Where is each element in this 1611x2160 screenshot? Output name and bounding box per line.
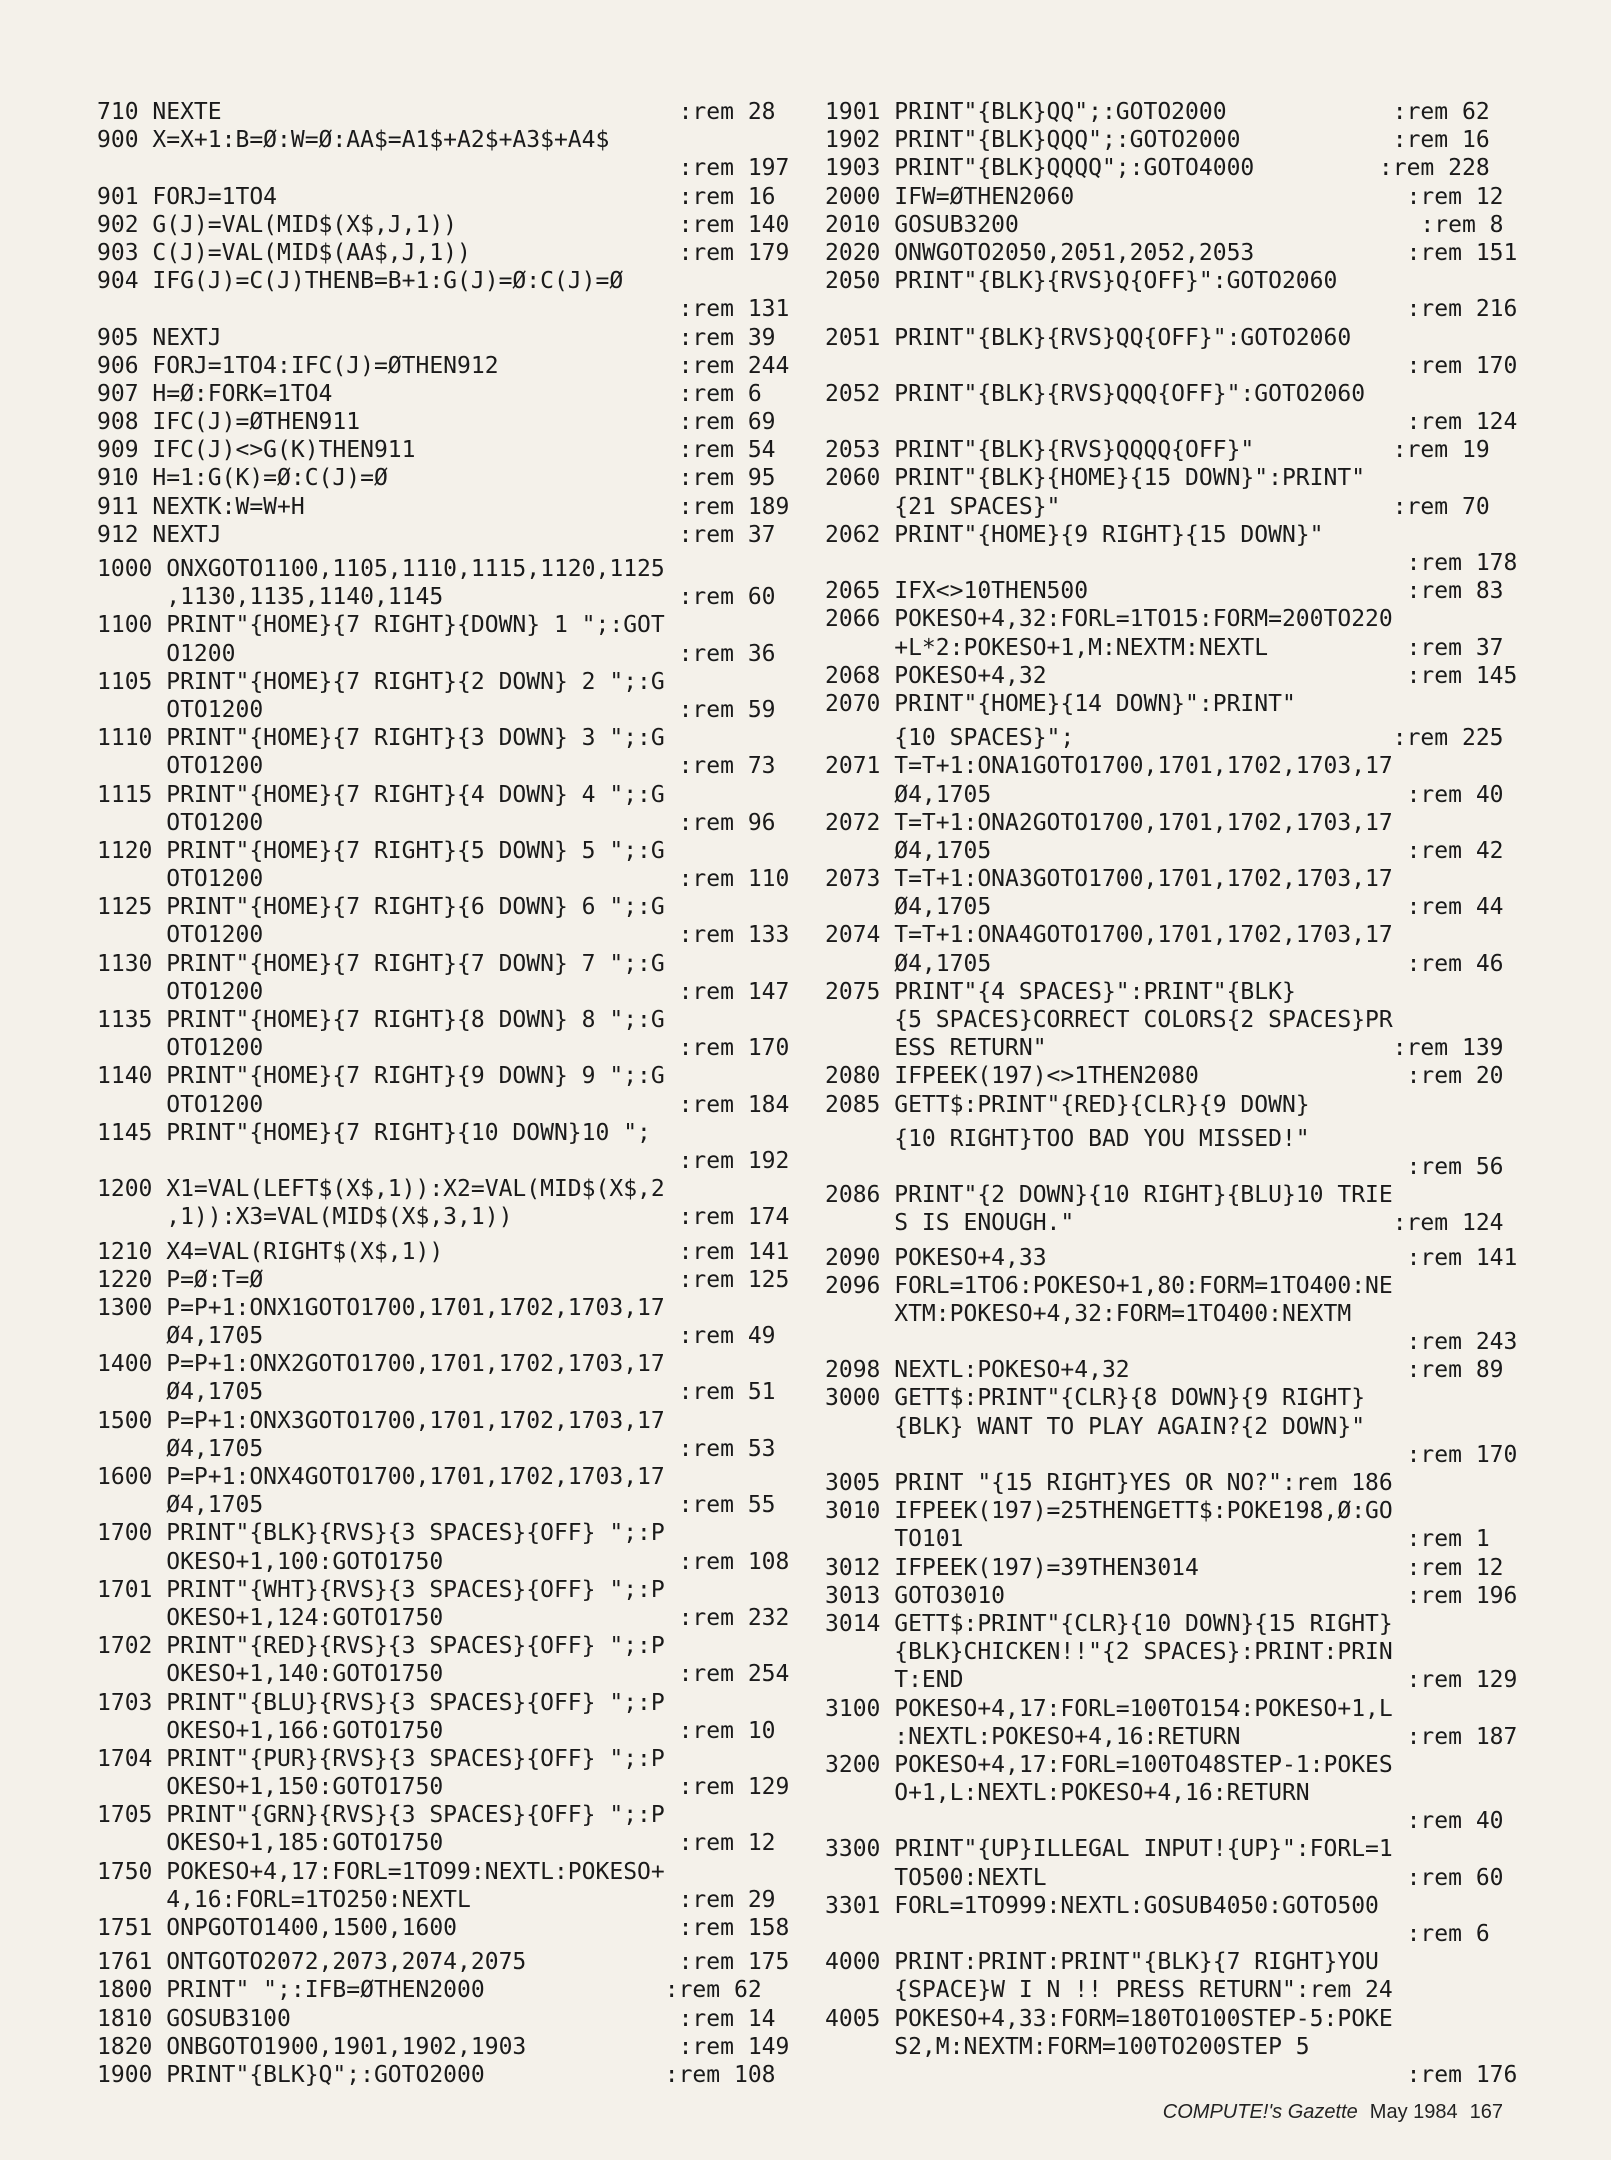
listing-line: {SPACE}W I N !! PRESS RETURN":rem 24 (825, 1977, 1393, 2004)
listing-line: 3005 PRINT "{15 RIGHT}YES OR NO?":rem 186 (825, 1470, 1393, 1496)
listing-line: 1903 PRINT"{BLK}QQQQ";:GOTO4000 :rem 228 (825, 155, 1490, 182)
listing-line: :rem 170 (825, 1441, 1518, 1468)
listing-line: Ø4,1705 :rem 53 (97, 1435, 776, 1462)
listing-line: 1110 PRINT"{HOME}{7 RIGHT}{3 DOWN} 3 ";:G (97, 725, 665, 752)
listing-line: 912 NEXTJ :rem 37 (97, 521, 776, 548)
listing-line: :rem 197 (97, 155, 790, 182)
listing-line: 1105 PRINT"{HOME}{7 RIGHT}{2 DOWN} 2 ";:G (97, 668, 665, 695)
listing-line: OTO1200 :rem 59 (97, 696, 776, 723)
page-footer (1163, 2101, 1503, 2124)
listing-line: Ø4,1705 :rem 42 (825, 837, 1504, 864)
listing-line: OTO1200 :rem 133 (97, 922, 790, 949)
listing-line: 1702 PRINT"{RED}{RVS}{3 SPACES}{OFF} ";:P (97, 1633, 665, 1660)
listing-line: OKESO+1,185:GOTO1750 :rem 12 (97, 1830, 776, 1857)
listing-line: 1220 P=Ø:T=Ø :rem 125 (97, 1266, 790, 1293)
listing-line: 2080 IFPEEK(197)<>1THEN2080 :rem 20 (825, 1063, 1504, 1090)
listing-line: {5 SPACES}CORRECT COLORS{2 SPACES}PR (825, 1007, 1393, 1033)
listing-line: OTO1200 :rem 96 (97, 809, 776, 836)
listing-line: 3012 IFPEEK(197)=39THEN3014 :rem 12 (825, 1554, 1504, 1581)
listing-line: +L*2:POKESO+1,M:NEXTM:NEXTL :rem 37 (825, 634, 1504, 661)
listing-line: 2068 POKESO+4,32 :rem 145 (825, 662, 1518, 689)
listing-line: 2074 T=T+1:ONA4GOTO1700,1701,1702,1703,17 (825, 922, 1393, 949)
listing-line: 2065 IFX<>10THEN500 :rem 83 (825, 578, 1504, 605)
listing-line: Ø4,1705 :rem 44 (825, 894, 1504, 921)
listing-line: {10 RIGHT}TOO BAD YOU MISSED!" (825, 1125, 1310, 1152)
listing-line: OTO1200 :rem 110 (97, 866, 790, 893)
listing-line: :rem 178 (825, 550, 1518, 576)
listing-line: 3300 PRINT"{UP}ILLEGAL INPUT!{UP}":FORL=1 (825, 1836, 1393, 1863)
listing-line: 906 FORJ=1TO4:IFC(J)=ØTHEN912 :rem 244 (97, 352, 790, 379)
listing-line: 1810 GOSUB3100 :rem 14 (97, 2005, 776, 2032)
listing-line: 2053 PRINT"{BLK}{RVS}QQQQ{OFF}" :rem 19 (825, 437, 1490, 464)
listing-line: 900 X=X+1:B=Ø:W=Ø:AA$=A1$+A2$+A3$+A4$ (97, 127, 610, 154)
listing-line: 1115 PRINT"{HOME}{7 RIGHT}{4 DOWN} 4 ";:G (97, 781, 665, 808)
listing-line: 1000 ONXGOTO1100,1105,1110,1115,1120,1125 (97, 556, 665, 582)
listing-line: 1200 X1=VAL(LEFT$(X$,1)):X2=VAL(MID$(X$,2 (97, 1176, 665, 1203)
listing-line: 4000 PRINT:PRINT:PRINT"{BLK}{7 RIGHT}YOU (825, 1949, 1379, 1976)
listing-line: 2090 POKESO+4,33 :rem 141 (825, 1244, 1518, 1271)
listing-line: :rem 124 (825, 409, 1518, 436)
listing-line: 2071 T=T+1:ONA1GOTO1700,1701,1702,1703,17 (825, 753, 1393, 780)
listing-line: OTO1200 :rem 73 (97, 753, 776, 780)
listing-line: 2060 PRINT"{BLK}{HOME}{15 DOWN}":PRINT" (825, 465, 1366, 492)
listing-line: Ø4,1705 :rem 49 (97, 1323, 776, 1350)
listing-line: 2010 GOSUB3200 :rem 8 (825, 211, 1504, 238)
listing-line: 2062 PRINT"{HOME}{9 RIGHT}{15 DOWN}" (825, 521, 1324, 548)
listing-line: 2070 PRINT"{HOME}{14 DOWN}":PRINT" (825, 690, 1296, 717)
listing-line: :rem 176 (825, 2061, 1518, 2088)
listing-line: :rem 243 (825, 1329, 1518, 1356)
listing-line: 1210 X4=VAL(RIGHT$(X$,1)) :rem 141 (97, 1238, 790, 1265)
listing-line: TO101 :rem 1 (825, 1526, 1490, 1553)
listing-line: :rem 131 (97, 296, 790, 323)
publication-name: COMPUTE!'s Gazette (1162, 2101, 1358, 2123)
listing-line: ,1130,1135,1140,1145 :rem 60 (97, 584, 776, 611)
listing-line: OTO1200 :rem 147 (97, 978, 790, 1005)
listing-line: 910 H=1:G(K)=Ø:C(J)=Ø :rem 95 (97, 465, 776, 492)
listing-column-right (825, 98, 1518, 2089)
listing-line: 1125 PRINT"{HOME}{7 RIGHT}{6 DOWN} 6 ";:G (97, 894, 665, 921)
listing-line: 2066 POKESO+4,32:FORL=1TO15:FORM=200TO220 (825, 606, 1393, 633)
listing-line: 1800 PRINT" ";:IFB=ØTHEN2000 :rem 62 (97, 1977, 762, 2004)
listing-line: 1500 P=P+1:ONX3GOTO1700,1701,1702,1703,17 (97, 1407, 665, 1434)
listing-line: 3000 GETT$:PRINT"{CLR}{8 DOWN}{9 RIGHT} (825, 1385, 1366, 1412)
listing-line: 1600 P=P+1:ONX4GOTO1700,1701,1702,1703,17 (97, 1464, 665, 1490)
listing-line: OTO1200 :rem 184 (97, 1091, 790, 1118)
listing-line: 904 IFG(J)=C(J)THENB=B+1:G(J)=Ø:C(J)=Ø (97, 268, 624, 295)
listing-line: 907 H=Ø:FORK=1TO4 :rem 6 (97, 380, 762, 407)
listing-line: O1200 :rem 36 (97, 640, 776, 667)
listing-line: :rem 192 (97, 1147, 790, 1174)
listing-line: XTM:POKESO+4,32:FORM=1TO400:NEXTM (825, 1300, 1352, 1327)
listing-line: :rem 56 (825, 1153, 1504, 1180)
listing-line: :rem 40 (825, 1808, 1504, 1835)
listing-line: Ø4,1705 :rem 46 (825, 950, 1504, 977)
listing-line: OTO1200 :rem 170 (97, 1035, 790, 1062)
listing-line: 2073 T=T+1:ONA3GOTO1700,1701,1702,1703,17 (825, 866, 1393, 893)
listing-line: 1761 ONTGOTO2072,2073,2074,2075 :rem 175 (97, 1949, 790, 1976)
listing-line: 1300 P=P+1:ONX1GOTO1700,1701,1702,1703,17 (97, 1294, 665, 1321)
listing-line: 1400 P=P+1:ONX2GOTO1700,1701,1702,1703,17 (97, 1351, 665, 1378)
listing-line: 3100 POKESO+4,17:FORL=100TO154:POKESO+1,L (825, 1695, 1393, 1722)
listing-line: {BLK}CHICKEN!!"{2 SPACES}:PRINT:PRIN (825, 1639, 1393, 1666)
listing-line: 1820 ONBGOTO1900,1901,1902,1903 :rem 149 (97, 2033, 790, 2060)
listing-line: 1145 PRINT"{HOME}{7 RIGHT}{10 DOWN}10 "; (97, 1119, 651, 1146)
listing-line: 909 IFC(J)<>G(K)THEN911 :rem 54 (97, 437, 776, 464)
listing-line: 3200 POKESO+4,17:FORL=100TO48STEP-1:POKES (825, 1751, 1393, 1778)
listing-line: 911 NEXTK:W=W+H :rem 189 (97, 493, 790, 520)
listing-line: {10 SPACES}"; :rem 225 (825, 725, 1504, 752)
listing-line: 710 NEXTE :rem 28 (97, 99, 776, 125)
listing-line: 908 IFC(J)=ØTHEN911 :rem 69 (97, 409, 776, 436)
listing-line: S IS ENOUGH." :rem 124 (825, 1210, 1504, 1237)
listing-line: :rem 216 (825, 296, 1518, 323)
listing-line: :rem 6 (825, 1921, 1490, 1947)
listing-line: 1704 PRINT"{PUR}{RVS}{3 SPACES}{OFF} ";:P (97, 1745, 665, 1772)
listing-line: 2072 T=T+1:ONA2GOTO1700,1701,1702,1703,17 (825, 809, 1393, 836)
listing-line: 903 C(J)=VAL(MID$(AA$,J,1)) :rem 179 (97, 239, 790, 266)
listing-line: 905 NEXTJ :rem 39 (97, 324, 776, 351)
listing-line: OKESO+1,166:GOTO1750 :rem 10 (97, 1717, 776, 1744)
issue-date: May 1984 (1369, 2101, 1458, 2123)
listing-line: 2052 PRINT"{BLK}{RVS}QQQ{OFF}":GOTO2060 (825, 380, 1366, 407)
listing-line: 2085 GETT$:PRINT"{RED}{CLR}{9 DOWN} (825, 1091, 1310, 1118)
listing-line: 2051 PRINT"{BLK}{RVS}QQ{OFF}":GOTO2060 (825, 324, 1352, 351)
page-number: 167 (1469, 2101, 1503, 2123)
listing-line: OKESO+1,150:GOTO1750 :rem 129 (97, 1774, 790, 1801)
listing-line: 2020 ONWGOTO2050,2051,2052,2053 :rem 151 (825, 239, 1518, 266)
listing-line: 902 G(J)=VAL(MID$(X$,J,1)) :rem 140 (97, 211, 790, 238)
listing-line: 1902 PRINT"{BLK}QQQ";:GOTO2000 :rem 16 (825, 127, 1490, 154)
listing-line: 4,16:FORL=1TO250:NEXTL :rem 29 (97, 1886, 776, 1913)
listing-line: 1700 PRINT"{BLK}{RVS}{3 SPACES}{OFF} ";:P (97, 1520, 665, 1547)
listing-line: :rem 170 (825, 352, 1518, 379)
listing-line: 1705 PRINT"{GRN}{RVS}{3 SPACES}{OFF} ";:P (97, 1802, 665, 1829)
listing-line: 1135 PRINT"{HOME}{7 RIGHT}{8 DOWN} 8 ";:G (97, 1007, 665, 1033)
listing-line: 1120 PRINT"{HOME}{7 RIGHT}{5 DOWN} 5 ";:G (97, 837, 665, 864)
listing-line: 1750 POKESO+4,17:FORL=1TO99:NEXTL:POKESO+ (97, 1858, 665, 1885)
listing-line: :NEXTL:POKESO+4,16:RETURN :rem 187 (825, 1723, 1518, 1750)
listing-line: Ø4,1705 :rem 40 (825, 781, 1504, 808)
listing-line: 3014 GETT$:PRINT"{CLR}{10 DOWN}{15 RIGHT} (825, 1610, 1393, 1637)
listing-line: S2,M:NEXTM:FORM=100TO200STEP 5 (825, 2033, 1310, 2060)
listing-line: {BLK} WANT TO PLAY AGAIN?{2 DOWN}" (825, 1413, 1366, 1440)
listing-line: 3010 IFPEEK(197)=25THENGETT$:POKE198,Ø:GO (825, 1498, 1393, 1525)
listing-line: Ø4,1705 :rem 51 (97, 1379, 776, 1406)
listing-line: OKESO+1,100:GOTO1750 :rem 108 (97, 1548, 790, 1575)
listing-line: ,1)):X3=VAL(MID$(X$,3,1)) :rem 174 (97, 1204, 790, 1231)
listing-line: {21 SPACES}" :rem 70 (825, 493, 1490, 520)
listing-line: 3013 GOTO3010 :rem 196 (825, 1582, 1518, 1609)
listing-line: OKESO+1,124:GOTO1750 :rem 232 (97, 1604, 790, 1631)
listing-line: 1751 ONPGOTO1400,1500,1600 :rem 158 (97, 1915, 790, 1941)
listing-line: 3301 FORL=1TO999:NEXTL:GOSUB4050:GOTO500 (825, 1892, 1379, 1919)
listing-line: 1901 PRINT"{BLK}QQ";:GOTO2000 :rem 62 (825, 99, 1490, 125)
listing-line: 2098 NEXTL:POKESO+4,32 :rem 89 (825, 1357, 1504, 1384)
listing-line: ESS RETURN" :rem 139 (825, 1035, 1504, 1062)
listing-line: 4005 POKESO+4,33:FORM=180TO100STEP-5:POKE (825, 2005, 1393, 2032)
listing-line: 901 FORJ=1TO4 :rem 16 (97, 183, 776, 210)
listing-line: 1701 PRINT"{WHT}{RVS}{3 SPACES}{OFF} ";:P (97, 1576, 665, 1603)
listing-line: 2050 PRINT"{BLK}{RVS}Q{OFF}":GOTO2060 (825, 268, 1338, 295)
listing-line: 2096 FORL=1TO6:POKESO+1,80:FORM=1TO400:NE (825, 1272, 1393, 1299)
listing-line: 1703 PRINT"{BLU}{RVS}{3 SPACES}{OFF} ";:P (97, 1689, 665, 1716)
listing-line: 1900 PRINT"{BLK}Q";:GOTO2000 :rem 108 (97, 2061, 776, 2088)
listing-line: OKESO+1,140:GOTO1750 :rem 254 (97, 1661, 790, 1688)
listing-line: TO500:NEXTL :rem 60 (825, 1864, 1504, 1891)
listing-line: 2000 IFW=ØTHEN2060 :rem 12 (825, 183, 1504, 210)
listing-line: 2075 PRINT"{4 SPACES}":PRINT"{BLK} (825, 978, 1296, 1005)
listing-line: T:END :rem 129 (825, 1667, 1518, 1694)
listing-line: 1100 PRINT"{HOME}{7 RIGHT}{DOWN} 1 ";:GOT (97, 612, 665, 639)
listing-line: O+1,L:NEXTL:POKESO+4,16:RETURN (825, 1780, 1310, 1807)
listing-line: 1130 PRINT"{HOME}{7 RIGHT}{7 DOWN} 7 ";:G (97, 950, 665, 977)
listing-line: Ø4,1705 :rem 55 (97, 1492, 776, 1519)
listing-line: 2086 PRINT"{2 DOWN}{10 RIGHT}{BLU}10 TRIE (825, 1182, 1393, 1209)
listing-line: 1140 PRINT"{HOME}{7 RIGHT}{9 DOWN} 9 ";:G (97, 1063, 665, 1090)
listing-column-left (97, 98, 790, 2089)
